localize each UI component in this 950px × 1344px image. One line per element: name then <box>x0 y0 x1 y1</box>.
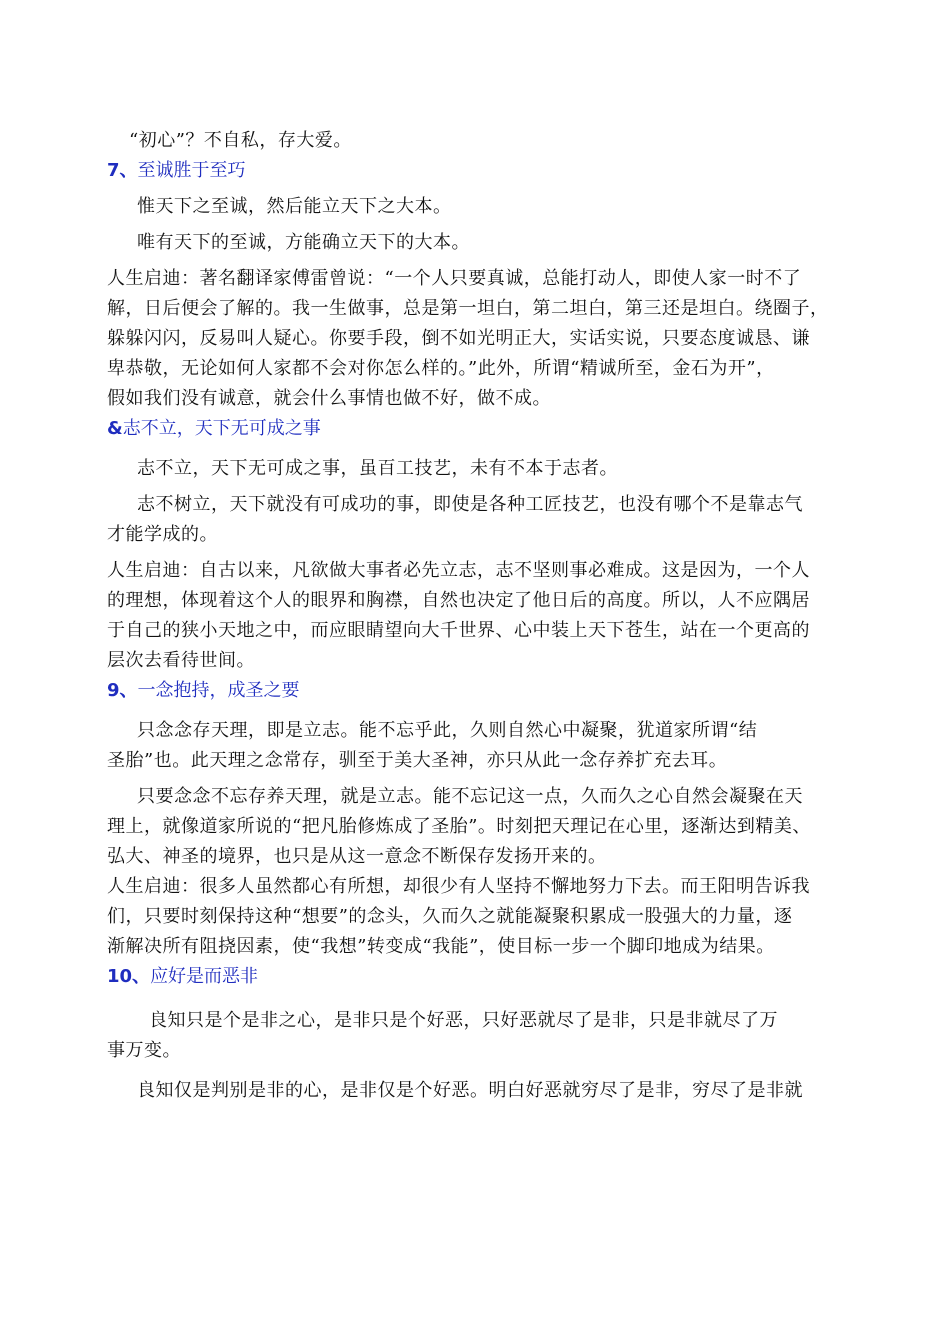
paragraph-line: “初心”？不自私，存大爱。 <box>129 130 352 151</box>
quote-translation <box>107 1076 847 1106</box>
paragraph-line: 假如我们没有诚意，就会什么事情也做不好，做不成。 <box>107 388 551 409</box>
paragraph-line: 卑恭敬，无论如何人家都不会对你怎么样的。”此外，所谓“精诚所至，金石为开”， <box>107 358 775 379</box>
insight-paragraph <box>107 556 847 676</box>
document-page <box>107 126 847 1106</box>
paragraph-line: 才能学成的。 <box>107 524 218 545</box>
paragraph-line: 解，日后便会了解的。我一生做事，总是第一坦白，第二坦白，第三还是坦白。绕圈子， <box>107 298 829 319</box>
paragraph-line: 只要念念不忘存养天理，就是立志。能不忘记这一点，久而久之心自然会凝聚在天 <box>137 786 803 807</box>
paragraph-line: 的理想，体现着这个人的眼界和胸襟，自然也决定了他日后的高度。所以，人不应隅居 <box>107 590 810 611</box>
paragraph-line: 人生启迪：自古以来，凡欲做大事者必先立志，志不坚则事必难成。这是因为，一个人 <box>107 560 810 581</box>
paragraph-line: 人生启迪：很多人虽然都心有所想，却很少有人坚持不懈地努力下去。而王阳明告诉我 <box>107 876 810 897</box>
section-heading-7 <box>107 156 847 186</box>
paragraph-line: 于自己的狭小天地之中，而应眼睛望向大千世界、心中装上天下苍生，站在一个更高的 <box>107 620 810 641</box>
paragraph-line: 们，只要时刻保持这种“想要”的念头，久而久之就能凝聚积累成一股强大的力量，逐 <box>107 906 793 927</box>
quote-translation <box>107 490 847 550</box>
section-heading-10 <box>107 962 847 992</box>
paragraph-line: 层次去看待世间。 <box>107 650 255 671</box>
quote-original <box>107 1006 847 1066</box>
section-title: 志不立，天下无可成之事 <box>122 418 321 439</box>
quote-original: 惟天下之至诚，然后能立天下之大本。 <box>137 196 452 217</box>
insight-paragraph <box>107 872 847 962</box>
section-title: 应好是而恶非 <box>150 966 259 987</box>
quote-translation <box>107 782 847 872</box>
paragraph-line: 事万变。 <box>107 1040 181 1061</box>
paragraph-line: 弘大、神圣的境界，也只是从这一意念不断保存发扬开来的。 <box>107 846 607 867</box>
quote-translation: 唯有天下的至诚，方能确立天下的大本。 <box>137 232 470 253</box>
section-number: 10、 <box>107 966 151 987</box>
section-title: 至诚胜于至巧 <box>137 160 246 181</box>
paragraph-line: 圣胎”也。此天理之念常存，驯至于美大圣神，亦只从此一念存养扩充去耳。 <box>107 750 728 771</box>
paragraph-line: 良知仅是判别是非的心，是非仅是个好恶。明白好恶就穷尽了是非，穷尽了是非就 <box>137 1080 803 1101</box>
quote-original <box>107 716 847 776</box>
paragraph-line: 人生启迪：著名翻译家傅雷曾说：“一个人只要真诚，总能打动人，即使人家一时不了 <box>107 268 802 289</box>
paragraph-line: 渐解决所有阻挠因素，使“我想”转变成“我能”，使目标一步一个脚印地成为结果。 <box>107 936 775 957</box>
section-title: 一念抱持，成圣之要 <box>137 680 300 701</box>
section-number: & <box>107 418 123 439</box>
section-number: 7、 <box>107 160 138 181</box>
quote-original: 志不立，天下无可成之事，虽百工技艺，未有不本于志者。 <box>137 458 618 479</box>
insight-paragraph <box>107 264 847 414</box>
section-number: 9、 <box>107 680 138 701</box>
section-heading-9 <box>107 676 847 706</box>
paragraph-line: 志不树立，天下就没有可成功的事，即使是各种工匠技艺，也没有哪个不是靠志气 <box>137 494 803 515</box>
paragraph-line: 躲躲闪闪，反易叫人疑心。你要手段，倒不如光明正大，实话实说，只要态度诚恳、谦 <box>107 328 810 349</box>
paragraph-line: 理上，就像道家所说的“把凡胎修炼成了圣胎”。时刻把天理记在心里，逐渐达到精美、 <box>107 816 811 837</box>
section-heading-8 <box>107 414 847 444</box>
paragraph-line: 良知只是个是非之心，是非只是个好恶，只好恶就尽了是非，只是非就尽了万 <box>149 1010 778 1031</box>
paragraph-line: 只念念存天理，即是立志。能不忘乎此，久则自然心中凝聚，犹道家所谓“结 <box>137 720 758 741</box>
